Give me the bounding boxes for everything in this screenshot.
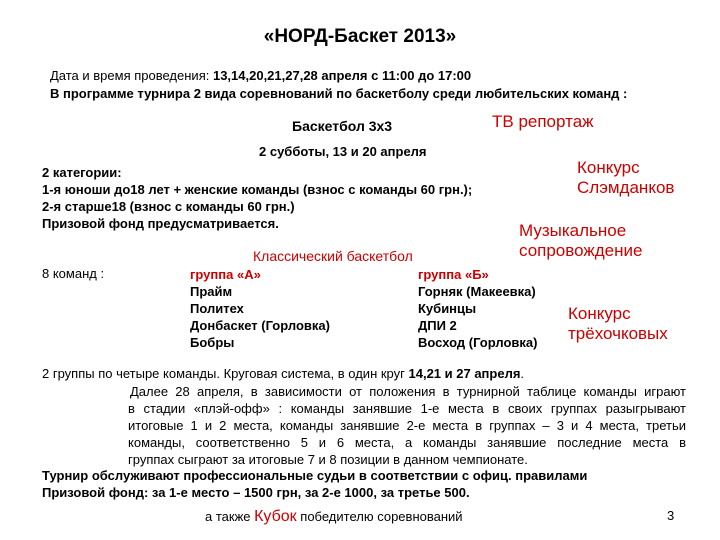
group-b [418,266,537,351]
format-end: . [520,366,525,381]
team-item: ДПИ 2 [418,318,457,333]
format-text: 2 группы по четыре команды. Круговая система, в один круг [42,366,409,381]
team-item: Бобры [190,335,235,350]
basket3x3-heading: Баскетбол 3х3 [292,118,393,134]
prize-note: Призовой фонд предусматривается. [42,216,279,231]
tv-report-label: ТВ репортаж [492,112,594,131]
three-point-contest [568,304,668,344]
music-line: Музыкальное [519,221,627,240]
slam-dunk-line: Слэмданков [577,178,675,197]
team-item: Восход (Горловка) [418,335,538,350]
category-line: 2 категории: [42,165,122,180]
team-item: Прайм [190,284,233,299]
footer-pre: а также [205,509,255,524]
slam-dunk-line: Конкурс [577,158,640,177]
program-line: В программе турнира 2 вида соревнований по баскетболу среди любительских команд : [50,86,628,101]
page-number: 3 [667,508,675,523]
playoff-line: группах сыграют за итоговые 7 и 8 позиции в данном чемпионате. [128,452,528,467]
three-point-line: Конкурс [568,304,631,323]
playoff-line: команды, соответственно 5 и 6 места, а команды занявшие последние места в [128,435,686,450]
basket3x3-details [42,164,472,232]
playoff-description [128,383,686,468]
cup-word: Кубок [254,508,297,525]
category-line: 1-я юноши до18 лет + женские команды (взнос с команды 60 грн.); [42,182,473,197]
basket3x3-dates: 2 субботы, 13 и 20 апреля [259,144,427,159]
judges-line: Турнир обслуживают профессиональные судьи в соответствии с офиц. правилами [42,468,588,483]
footer-post: победителю соревнований [296,509,463,524]
format-first-line [42,366,524,381]
team-item: Донбаскет (Горловка) [190,318,330,333]
team-item: Горняк (Макеевка) [418,284,536,299]
group-a-title: группа «А» [190,267,261,282]
playoff-line: Далее 28 апреля, в зависимости от положения в турнирной таблице команды играют [130,384,686,399]
prize-fund-line: Призовой фонд: за 1-е место – 1500 грн, за 2-е 1000, за третье 500. [42,485,470,500]
teams-count: 8 команд : [42,266,105,281]
team-item: Кубинцы [418,301,477,316]
music-accompaniment [519,221,642,261]
three-point-line: трёхочковых [568,324,668,343]
group-b-title: группа «Б» [418,267,489,282]
footer-line [205,508,463,526]
format-dates: 14,21 и 27 апреля [408,366,521,381]
category-line: 2-я старше18 (взнос с команды 60 грн.) [42,199,295,214]
date-label: Дата и время проведения: [50,68,210,83]
playoff-line: в стадии «плэй-офф» : команды занявшие 1-е места в своих группах разыгрывают [128,401,686,416]
slam-dunk-contest [577,158,674,198]
date-value: 13,14,20,21,27,28 апреля с 11:00 до 17:00 [212,68,472,83]
music-line: сопровождение [519,241,643,260]
date-line [50,68,471,83]
classic-heading: Классический баскетбол [253,248,413,264]
playoff-line: итоговые 1 и 2 места, команды занявшие 2-е места в группах – 3 и 4 места, третьи [128,418,686,433]
group-a [190,266,330,351]
page-title: «НОРД-Баскет 2013» [263,26,457,47]
team-item: Политех [190,301,244,316]
